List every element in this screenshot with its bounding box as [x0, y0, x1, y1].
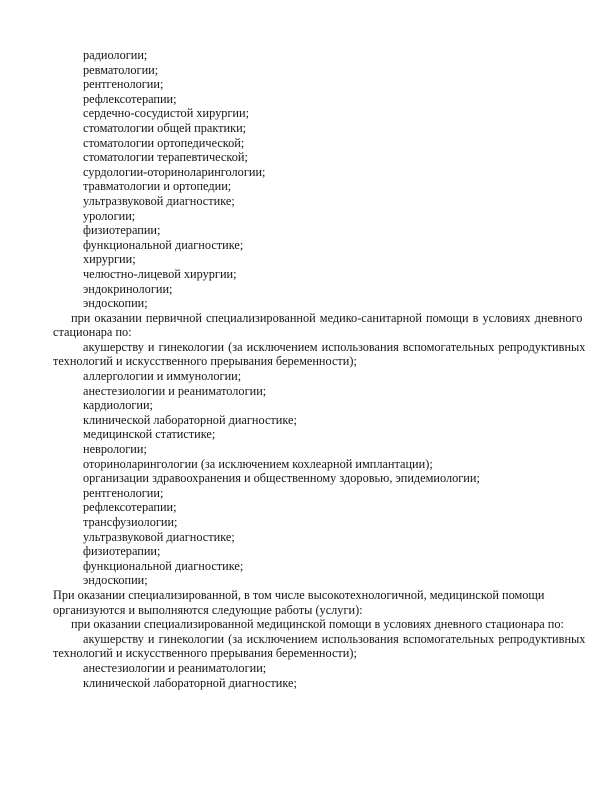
text-line: акушерству и гинекологии (за исключением использования вспомогательных репродуктивных — [83, 339, 586, 354]
text-line: организации здравоохранения и общественному здоровью, эпидемиологии; — [83, 471, 480, 486]
text-line: ультразвуковой диагностике; — [83, 193, 235, 208]
text-line: организуются и выполняются следующие работы (услуги): — [53, 602, 363, 617]
text-line: медицинской статистике; — [83, 427, 216, 442]
text-line: анестезиологии и реаниматологии; — [83, 660, 267, 675]
text-line: физиотерапии; — [83, 223, 161, 238]
text-line: челюстно-лицевой хирургии; — [83, 266, 237, 281]
text-line: стационара по: — [53, 325, 132, 340]
text-line: травматологии и ортопедии; — [83, 179, 232, 194]
text-line: клинической лабораторной диагностике; — [83, 412, 297, 427]
text-line: неврологии; — [83, 442, 147, 457]
text-line: функциональной диагностике; — [83, 237, 244, 252]
text-line: технологий и искусственного прерывания беременности); — [53, 354, 357, 369]
text-line: эндоскопии; — [83, 573, 148, 588]
text-line: кардиологии; — [83, 398, 153, 413]
text-line: сурдологии-оториноларингологии; — [83, 164, 266, 179]
text-line: функциональной диагностике; — [83, 558, 244, 573]
text-line: эндоскопии; — [83, 296, 148, 311]
text-line: урологии; — [83, 208, 136, 223]
text-line: эндокринологии; — [83, 281, 173, 296]
text-line: при оказании первичной специализированной медико-санитарной помощи в условиях дневного — [71, 310, 583, 325]
text-line: стоматологии терапевтической; — [83, 150, 248, 165]
text-line: акушерству и гинекологии (за исключением использования вспомогательных репродуктивных — [83, 631, 586, 646]
text-line: при оказании специализированной медицинской помощи в условиях дневного стационара по: — [71, 617, 564, 632]
text-line: рентгенологии; — [83, 77, 164, 92]
text-line: оториноларингологии (за исключением кохлеарной имплантации); — [83, 456, 433, 471]
text-line: стоматологии ортопедической; — [83, 135, 245, 150]
text-line: радиологии; — [83, 48, 148, 62]
text-line: При оказании специализированной, в том числе высокотехнологичной, медицинской помощи — [53, 587, 545, 602]
text-line: клинической лабораторной диагностике; — [83, 675, 297, 690]
text-line: рефлексотерапии; — [83, 500, 177, 515]
text-line: ультразвуковой диагностике; — [83, 529, 235, 544]
text-body — [53, 48, 593, 690]
text-line: рефлексотерапии; — [83, 91, 177, 106]
text-line: ревматологии; — [83, 62, 159, 77]
text-line: аллергологии и иммунологии; — [83, 369, 242, 384]
text-line: анестезиологии и реаниматологии; — [83, 383, 267, 398]
text-line: сердечно-сосудистой хирургии; — [83, 106, 249, 121]
text-line: технологий и искусственного прерывания беременности); — [53, 646, 357, 661]
text-line: трансфузиологии; — [83, 515, 178, 529]
text-line: хирургии; — [83, 252, 136, 267]
text-line: рентгенологии; — [83, 485, 164, 500]
text-line: физиотерапии; — [83, 544, 161, 559]
text-line: стоматологии общей практики; — [83, 120, 247, 135]
